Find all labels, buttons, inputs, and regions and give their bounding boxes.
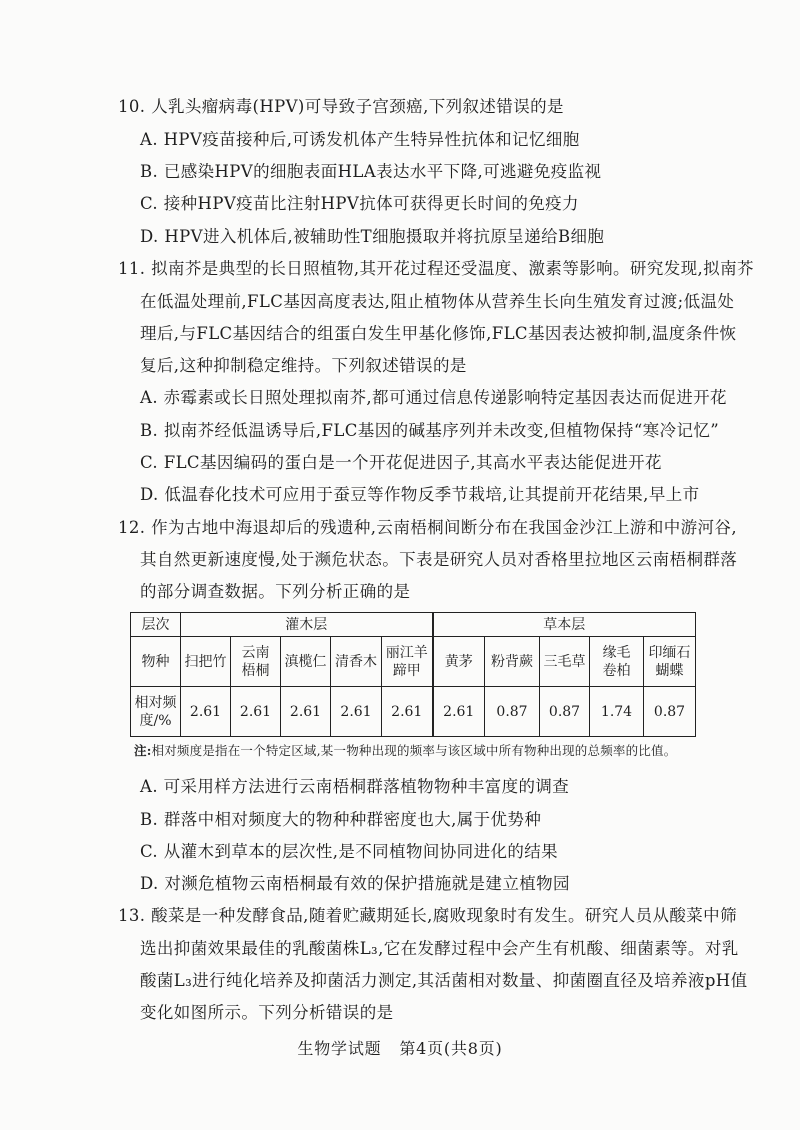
q11-stem-line-3: 理后,与FLC基因结合的组蛋白发生甲基化修饰,FLC基因表达被抑制,温度条件恢	[140, 324, 737, 343]
q10-option-a: A. HPV疫苗接种后,可诱发机体产生特异性抗体和记忆细胞	[140, 130, 580, 149]
species-cell: 滇榄仁	[281, 637, 331, 687]
species-cell: 缘毛 卷柏	[590, 637, 644, 687]
footer-page-number: 第4页(共8页)	[399, 1039, 503, 1058]
table-note	[134, 742, 676, 760]
q10-option-c: C. 接种HPV疫苗比注射HPV抗体可获得更长时间的免疫力	[140, 194, 579, 213]
frequency-cell: 2.61	[281, 687, 331, 737]
species-cell: 黄茅	[433, 637, 485, 687]
page-footer	[0, 1036, 800, 1059]
q11-option-d: D. 低温春化技术可应用于蚕豆等作物反季节栽培,让其提前开花结果,早上市	[140, 485, 700, 504]
shrub-layer-header: 灌木层	[181, 613, 433, 637]
q12-stem-line-2: 其自然更新速度慢,处于濒危状态。下表是研究人员对香格里拉地区云南梧桐群落	[140, 550, 738, 569]
species-cell: 粉背蕨	[485, 637, 540, 687]
herb-layer-header: 草本层	[433, 613, 696, 637]
note-text: 相对频度是指在一个特定区域,某一物种出现的频率与该区域中所有物种出现的总频率的比值。	[151, 743, 677, 758]
q11-stem-line-2: 在低温处理前,FLC基因高度表达,阻止植物体从营养生长向生殖发育过渡;低温处	[140, 292, 735, 311]
frequency-cell: 2.61	[231, 687, 281, 737]
layer-header-cell: 层次	[131, 613, 181, 637]
table-row-relative-frequency	[131, 687, 696, 737]
q12-option-d: D. 对濒危植物云南梧桐最有效的保护措施就是建立植物园	[140, 874, 570, 893]
q10-stem: 10. 人乳头瘤病毒(HPV)可导致子宫颈癌,下列叙述错误的是	[118, 97, 564, 116]
species-cell: 云南 梧桐	[231, 637, 281, 687]
q13-stem-line-3: 酸菌L₃进行纯化培养及抑菌活力测定,其活菌相对数量、抑菌圈直径及培养液pH值	[140, 971, 748, 990]
species-cell: 丽江羊 蹄甲	[382, 637, 433, 687]
q10-option-b: B. 已感染HPV的细胞表面HLA表达水平下降,可逃避免疫监视	[140, 162, 602, 181]
frequency-cell: 1.74	[590, 687, 644, 737]
species-cell: 印缅石 蝴蝶	[644, 637, 696, 687]
frequency-header-cell: 相对频 度/%	[131, 687, 181, 737]
q12-stem-line-1: 12. 作为古地中海退却后的残遗种,云南梧桐间断分布在我国金沙江上游和中游河谷,	[118, 518, 737, 537]
frequency-cell: 2.61	[433, 687, 485, 737]
community-survey-table	[130, 612, 696, 737]
frequency-cell: 2.61	[181, 687, 231, 737]
species-cell: 清香木	[331, 637, 382, 687]
frequency-cell: 2.61	[382, 687, 433, 737]
q11-stem-line-1: 11. 拟南芥是典型的长日照植物,其开花过程还受温度、激素等影响。研究发现,拟南芥	[118, 259, 754, 278]
q11-stem-line-4: 复后,这种抑制稳定维持。下列叙述错误的是	[140, 356, 467, 375]
species-cell: 扫把竹	[181, 637, 231, 687]
q13-stem-line-2: 选出抑菌效果最佳的乳酸菌株L₃,它在发酵过程中会产生有机酸、细菌素等。对乳	[140, 939, 739, 958]
species-header-cell: 物种	[131, 637, 181, 687]
q12-option-c: C. 从灌木到草本的层次性,是不同植物间协同进化的结果	[140, 842, 559, 861]
q11-option-c: C. FLC基因编码的蛋白是一个开花促进因子,其高水平表达能促进开花	[140, 453, 662, 472]
q11-option-b: B. 拟南芥经低温诱导后,FLC基因的碱基序列并未改变,但植物保持“寒冷记忆”	[140, 421, 720, 440]
note-label: 注:	[134, 743, 152, 758]
table-row-species	[131, 637, 696, 687]
q12-option-a: A. 可采用样方法进行云南梧桐群落植物物种丰富度的调查	[140, 777, 570, 796]
footer-subject: 生物学试题	[297, 1039, 382, 1058]
q12-option-b: B. 群落中相对频度大的物种种群密度也大,属于优势种	[140, 810, 542, 829]
q11-option-a: A. 赤霉素或长日照处理拟南芥,都可通过信息传递影响特定基因表达而促进开花	[140, 388, 727, 407]
q10-option-d: D. HPV进入机体后,被辅助性T细胞摄取并将抗原呈递给B细胞	[140, 227, 605, 246]
table-header-row-layer	[131, 613, 696, 637]
q12-stem-line-3: 的部分调查数据。下列分析正确的是	[140, 582, 411, 601]
frequency-cell: 2.61	[331, 687, 382, 737]
q13-stem-line-4: 变化如图所示。下列分析错误的是	[140, 1003, 394, 1022]
species-cell: 三毛草	[540, 637, 590, 687]
q13-stem-line-1: 13. 酸菜是一种发酵食品,随着贮藏期延长,腐败现象时有发生。研究人员从酸菜中筛	[118, 906, 737, 925]
frequency-cell: 0.87	[485, 687, 540, 737]
frequency-cell: 0.87	[540, 687, 590, 737]
frequency-cell: 0.87	[644, 687, 696, 737]
